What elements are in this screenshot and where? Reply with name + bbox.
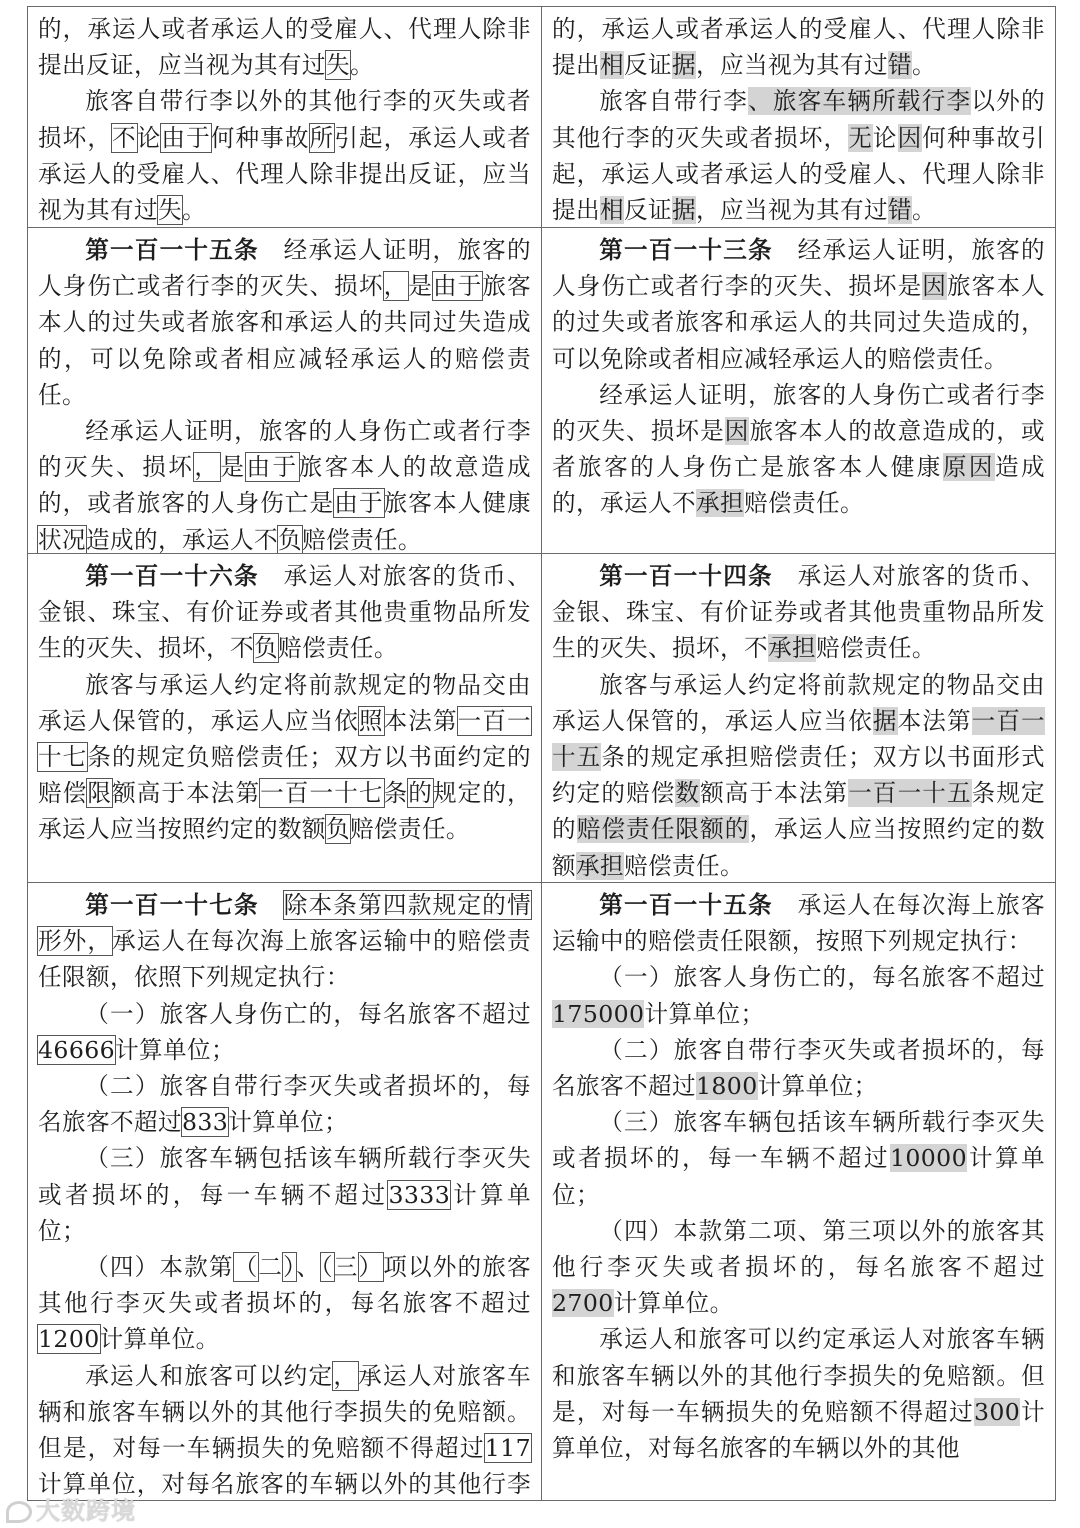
table-row xyxy=(28,7,1056,228)
deleted-text-box: 由于 xyxy=(161,123,211,152)
paragraph xyxy=(38,413,531,553)
deleted-text-box: 117 xyxy=(484,1434,531,1463)
changed-text-highlight: 一百一十五 xyxy=(552,706,1046,772)
deleted-text-box: 由于 xyxy=(334,489,384,518)
text-segment: 条的规定承担赔偿责任；双方以书面形式约定的赔偿 xyxy=(552,743,1045,808)
text-segment: 三 xyxy=(333,1253,359,1282)
paragraph xyxy=(38,887,531,996)
deleted-text-box: ， xyxy=(383,272,409,301)
table-row xyxy=(28,228,1056,554)
text-segment: 旅客与承运人约定将前款规定的物品交由承运人保管的，承运人应当依 xyxy=(552,670,1045,735)
text-segment: 计算单位； xyxy=(552,1144,1046,1209)
cell-content xyxy=(542,7,1055,227)
changed-text-highlight: 、旅客车辆所载行李 xyxy=(748,87,972,116)
changed-text-highlight: 300 xyxy=(973,1397,1021,1426)
watermark xyxy=(6,1491,136,1526)
text-segment: 规定的，承运人应当按照约定的数额 xyxy=(38,779,531,844)
text-segment: （三）旅客车辆包括该车辆所载行李灭失或者损坏的，每一车辆不超过 xyxy=(552,1108,1045,1173)
text-segment: 项以外的旅客其他行李灭失或者损坏的，每名旅客不超过 xyxy=(38,1253,532,1318)
deleted-text-box: 由于 xyxy=(432,272,483,301)
text-segment: 本法第 xyxy=(383,706,458,735)
paragraph xyxy=(552,232,1045,377)
text-segment: 、 xyxy=(296,1253,321,1282)
deleted-text-box: ） xyxy=(283,1253,297,1282)
paragraph xyxy=(552,11,1045,83)
text-segment: 经承运人证明，旅客的人身伤亡或者行李的灭失、损坏是 xyxy=(552,380,1045,446)
text-segment: 经承运人证明，旅客的人身伤亡或者行李的灭失、损坏是 xyxy=(552,236,1045,301)
deleted-text-box: 除本条第四款规定的情形外， xyxy=(38,891,531,956)
paragraph xyxy=(38,83,531,227)
changed-text-highlight: 一百一十五 xyxy=(848,779,972,808)
changed-text-highlight: 错 xyxy=(887,196,912,225)
text-segment: 计算单位。 xyxy=(613,1289,734,1318)
text-segment: 。 xyxy=(181,196,206,225)
old-law-cell xyxy=(28,228,542,554)
text-segment: 额高于本法第 xyxy=(112,779,261,808)
paragraph xyxy=(552,1104,1045,1213)
paragraph xyxy=(38,1249,531,1358)
changed-text-highlight: 原因 xyxy=(942,453,995,482)
text-segment: 旅客自带行李以外的其他行李的灭失或者损坏， xyxy=(38,87,531,152)
text-segment: 计算单位。 xyxy=(99,1325,220,1354)
text-segment: 造成的，承运人不 xyxy=(552,453,1045,518)
paragraph xyxy=(552,558,1045,667)
changed-text-highlight: 据 xyxy=(872,706,898,735)
deleted-text-box: 负 xyxy=(277,525,302,553)
text-segment: 计算单位； xyxy=(757,1072,878,1101)
text-segment: （二）旅客自带行李灭失或者损坏的，每名旅客不超过 xyxy=(552,1035,1045,1101)
deleted-text-box: 限 xyxy=(87,779,113,808)
deleted-text-box: 照 xyxy=(358,706,384,735)
article-number: 第一百一十三条 xyxy=(599,236,773,264)
text-segment: 。 xyxy=(349,51,374,80)
deleted-text-box: 一百一十七 xyxy=(260,779,384,808)
text-segment: 计算单位； xyxy=(228,1108,349,1137)
text-segment: 条 xyxy=(383,779,409,808)
deleted-text-box: 失 xyxy=(325,51,350,80)
paragraph xyxy=(552,1032,1045,1104)
changed-text-highlight: 2700 xyxy=(552,1289,614,1318)
changed-text-highlight: 相 xyxy=(600,196,624,225)
changed-text-highlight: 无 xyxy=(848,123,873,152)
changed-text-highlight: 承担 xyxy=(695,489,744,518)
article-number: 第一百一十五条 xyxy=(599,891,773,919)
deleted-text-box: 由于 xyxy=(246,453,299,482)
watermark-logo-icon xyxy=(6,1501,32,1523)
text-segment: 赔偿责任。 xyxy=(624,851,744,880)
text-segment: 的，承运人或者承运人的受雇人、代理人除非提出反证，应当视为其有过 xyxy=(38,15,531,80)
paragraph xyxy=(552,667,1045,882)
deleted-text-box: （ xyxy=(320,1253,334,1282)
comparison-table-body xyxy=(28,7,1056,1501)
text-segment: 承运人对旅客的货币、金银、珠宝、有价证券或者其他贵重物品所发生的灭失、损坏，不 xyxy=(552,562,1045,663)
text-segment: 承运人和旅客可以约定 xyxy=(85,1361,334,1390)
deleted-text-box: 失 xyxy=(157,196,182,225)
text-segment: 计算单位，对每名旅客的车辆以外的其他行李 xyxy=(38,1470,531,1499)
text-segment: 旅客与承运人约定将前款规定的物品交由承运人保管的，承运人应当依 xyxy=(38,670,531,735)
text-segment: ，应当视为其有过 xyxy=(696,51,888,80)
table-row xyxy=(28,883,1056,1501)
cell-content xyxy=(542,883,1055,1500)
text-segment: 经承运人证明，旅客的人身伤亡或者行李的灭失、损坏 xyxy=(38,417,531,482)
deleted-text-box: 状况 xyxy=(38,525,86,553)
deleted-text-box: 负 xyxy=(253,634,278,663)
text-segment: （四）本款第二项、第三项以外的旅客其他行李灭失或者损坏的，每名旅客不超过 xyxy=(552,1216,1045,1282)
text-segment: 条的规定负赔偿责任；双方以书面约定的赔偿 xyxy=(38,743,531,808)
text-segment: 旅客本人健康 xyxy=(383,489,531,518)
changed-text-highlight: 因 xyxy=(922,272,947,301)
paragraph xyxy=(38,1358,531,1500)
text-segment: （一）旅客人身伤亡的，每名旅客不超过 xyxy=(599,963,1045,992)
old-law-cell xyxy=(28,7,542,228)
deleted-text-box: ） xyxy=(358,1253,384,1282)
new-law-cell xyxy=(542,228,1056,554)
changed-text-highlight: 错 xyxy=(887,51,912,80)
old-law-cell xyxy=(28,554,542,883)
text-segment: ，应当视为其有过 xyxy=(696,196,888,225)
deleted-text-box: 的 xyxy=(408,779,433,808)
changed-text-highlight: 承担 xyxy=(576,851,624,880)
text-segment: 本法第 xyxy=(897,706,972,735)
paragraph xyxy=(552,887,1045,959)
changed-text-highlight: 175000 xyxy=(552,999,645,1028)
text-segment: （三）旅客车辆包括该车辆所载行李灭失或者损坏的，每一车辆不超过 xyxy=(38,1144,531,1209)
text-segment: （一）旅客人身伤亡的，每名旅客不超过 xyxy=(85,999,531,1028)
paragraph xyxy=(38,558,531,667)
text-segment: 何种事故引起，承运人或者承运人的受雇人、代理人除非提出 xyxy=(552,123,1045,225)
text-segment: 承运人在每次海上旅客运输中的赔偿责任限额，依照下列规定执行： xyxy=(38,927,531,992)
comparison-table xyxy=(27,6,1056,1501)
article-number: 第一百一十七条 xyxy=(85,891,259,919)
text-segment: 论 xyxy=(136,123,162,152)
text-segment: 承运人和旅客可以约定承运人对旅客车辆和旅客车辆以外的其他行李损失的免赔额。但是，对每一车辆损失的免赔额不得超过 xyxy=(552,1325,1045,1426)
text-segment: 引起，承运人或者承运人的受雇人、代理人除非提出反证，应当视为其有过 xyxy=(38,123,531,225)
paragraph xyxy=(38,1140,531,1249)
changed-text-highlight: 相 xyxy=(600,51,624,80)
text-segment: 旅客本人的故意造成的，或者旅客的人身伤亡是旅客本人健康 xyxy=(552,417,1045,482)
text-segment: （四）本款第 xyxy=(85,1253,234,1282)
watermark-text: 大数跨境 xyxy=(36,1497,136,1525)
cell-content xyxy=(28,554,541,882)
text-segment: 计算单位，对每名旅客的车辆以外的其他 xyxy=(552,1397,1045,1463)
paragraph xyxy=(38,11,531,83)
cell-content xyxy=(28,7,541,227)
new-law-cell xyxy=(542,7,1056,228)
paragraph xyxy=(552,377,1045,522)
text-segment: 条规定的 xyxy=(552,779,1046,844)
text-segment: 造成的，承运人不 xyxy=(86,525,278,553)
article-number: 第一百一十五条 xyxy=(85,236,259,264)
deleted-text-box: 3333 xyxy=(388,1180,451,1209)
text-segment: 二 xyxy=(258,1253,284,1282)
article-number: 第一百一十六条 xyxy=(85,562,259,590)
text-segment: 的，承运人或者承运人的受雇人、代理人除非提出 xyxy=(552,15,1045,80)
paragraph xyxy=(38,996,531,1068)
deleted-text-box: 一百一十七 xyxy=(38,706,532,772)
text-segment: 计算单位； xyxy=(644,999,765,1028)
text-segment: 。 xyxy=(911,51,936,80)
text-segment: 承运人在每次海上旅客运输中的赔偿责任限额，按照下列规定执行： xyxy=(552,891,1045,956)
paragraph xyxy=(38,667,531,848)
text-segment: 反证 xyxy=(624,51,672,80)
text-segment: 以外的其他行李的灭失或者损坏， xyxy=(552,87,1045,152)
changed-text-highlight: 因 xyxy=(724,417,750,446)
deleted-text-box: 1200 xyxy=(38,1325,100,1354)
text-segment: 旅客本人的过失或者旅客和承运人的共同过失造成的，可以免除或者相应减轻承运人的赔偿责任。 xyxy=(552,272,1045,373)
changed-text-highlight: 据 xyxy=(672,196,696,225)
text-segment: 是 xyxy=(408,272,433,301)
table-row xyxy=(28,554,1056,883)
text-segment: 赔偿责任。 xyxy=(301,525,422,553)
text-segment: 赔偿责任。 xyxy=(815,634,936,663)
changed-text-highlight: 承担 xyxy=(767,634,816,663)
article-number: 第一百一十四条 xyxy=(599,562,773,590)
paragraph xyxy=(38,1068,531,1140)
cell-content xyxy=(542,554,1055,882)
text-segment: ，承运人应当按照约定的数额 xyxy=(552,815,1045,880)
paragraph xyxy=(552,959,1045,1031)
text-segment: 计算单位； xyxy=(115,1035,236,1064)
deleted-text-box: ， xyxy=(194,453,221,482)
text-segment: 额高于本法第 xyxy=(700,779,849,808)
changed-text-highlight: 1800 xyxy=(695,1072,758,1101)
paragraph xyxy=(38,232,531,413)
text-segment: 。 xyxy=(911,196,936,225)
deleted-text-box: （ xyxy=(233,1253,259,1282)
old-law-cell xyxy=(28,883,542,1501)
cell-content xyxy=(542,228,1055,553)
text-segment: 承运人对旅客车辆和旅客车辆以外的其他行李损失的免赔额。但是，对每一车辆损失的免赔额不得超过 xyxy=(38,1361,531,1463)
changed-text-highlight: 数 xyxy=(675,779,701,808)
paragraph xyxy=(552,1321,1045,1466)
text-segment: 是 xyxy=(220,453,247,482)
text-segment: 反证 xyxy=(624,196,672,225)
deleted-text-box: 负 xyxy=(325,815,350,844)
text-segment: 赔偿责任。 xyxy=(743,489,864,518)
text-segment: 经承运人证明，旅客的人身伤亡或者行李的灭失、损坏 xyxy=(38,236,531,301)
changed-text-highlight: 因 xyxy=(897,123,923,152)
text-segment: 计算单位； xyxy=(38,1180,532,1245)
cell-content xyxy=(28,883,541,1500)
text-segment: 论 xyxy=(872,123,898,152)
cell-content xyxy=(28,228,541,553)
text-segment: 赔偿责任。 xyxy=(349,815,470,844)
changed-text-highlight: 10000 xyxy=(889,1144,968,1173)
deleted-text-box: 所 xyxy=(309,123,335,152)
text-segment: 旅客本人的故意造成的，或者旅客的人身伤亡是 xyxy=(38,453,531,518)
new-law-cell xyxy=(542,883,1056,1501)
text-segment: 旅客本人的过失或者旅客和承运人的共同过失造成的，可以免除或者相应减轻承运人的赔偿责任。 xyxy=(38,272,531,409)
text-segment: 旅客自带行李 xyxy=(599,87,749,116)
new-law-cell xyxy=(542,554,1056,883)
changed-text-highlight: 据 xyxy=(672,51,696,80)
changed-text-highlight: 赔偿责任限额的 xyxy=(576,815,750,844)
text-segment: 赔偿责任。 xyxy=(277,634,398,663)
paragraph xyxy=(552,83,1045,227)
text-segment: 承运人对旅客的货币、金银、珠宝、有价证券或者其他贵重物品所发生的灭失、损坏，不 xyxy=(38,562,531,663)
text-segment: 何种事故 xyxy=(210,123,310,152)
text-segment: （二）旅客自带行李灭失或者损坏的，每名旅客不超过 xyxy=(38,1072,531,1137)
deleted-text-box: 不 xyxy=(112,123,137,152)
text-segment xyxy=(259,891,284,919)
deleted-text-box: 833 xyxy=(181,1108,229,1137)
paragraph xyxy=(552,1213,1045,1322)
deleted-text-box: 46666 xyxy=(38,1035,116,1064)
deleted-text-box: ， xyxy=(333,1361,359,1390)
